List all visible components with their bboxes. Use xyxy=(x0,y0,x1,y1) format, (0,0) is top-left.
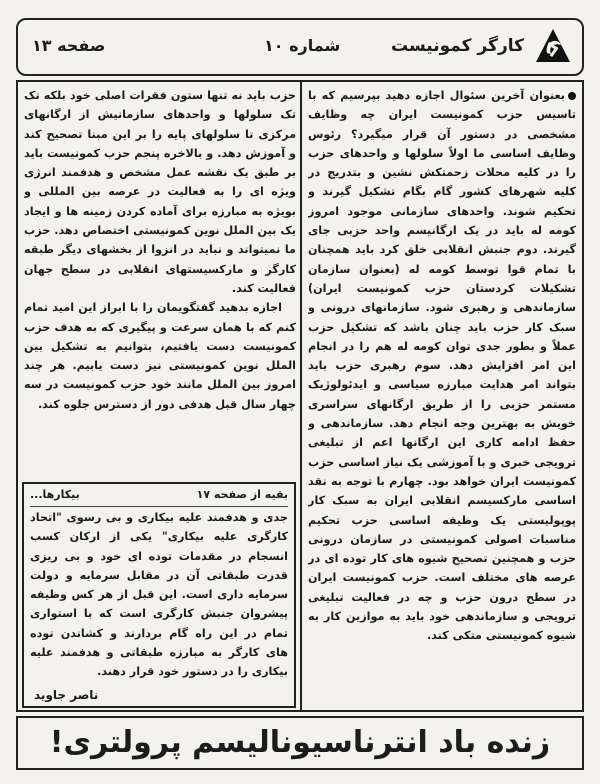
newspaper-page xyxy=(12,12,588,772)
author-name: ناصر جاوید xyxy=(34,688,99,702)
answer-paragraph: رئوس وظایف اساسی ما اولاً سلولها و واحدهای حزب را در کلیه محلات زحمتکش نشین و بتدریج در کلیه شهرهای کشور گام بگام تشکیل گیرند و تحکیم شوند. واحدهای سازمانی موجود امروز کومه له باید در یک ارگانیسم واحد حزبی جای گیرند. دوم جنبش انقلابی خلق کرد باید همچنان با تمام قوا توسط کومه له (بعنوان سازمان تشکیلات کردستان حزب کمونیست ایران) سازماندهی و رهبری شود. سازمانهای درونی و سبک کار حزب باید چنان باشد که تشکیل حزب عملاً و بطور جدی توان کومه له هم را در انجام این امر افزایش دهد. سوم رهبری حزب باید بتواند امر هدایت مبارزه سیاسی و ایدئولوژیک مستمر حزبی را از طریق ارگانهای سراسری خویش به بهترین وجه انجام دهد. سازماندهی و حفظ ادامه کاری این ارگانها اعم از تبلیغی ترویجی خبری و با آموزشی یک نیاز اساسی حزب کمونیست ایران خواهد بود. چهارم با توجه به نقد اساسی مارکسیسم انقلابی ایران به سبک کار پوپولیستی یک وظیفه اساسی حزب تحکیم مناسبات اصولی کمونیستی در سازمان درونی حزب و همچنین تصحیح شیوه های کار توده ای در عرصه های مختلف است. حزب کمونیست ایران در سطح درون حزب و چه در فعالیت تبلیغی ترویجی و سازماندهی خود باید به موازین کار به شیوه کمونیستی متکی کند. xyxy=(308,127,576,643)
continued-article-box xyxy=(22,482,296,708)
left-paragraph-2: اجازه بدهید گفتگویمان را با ابراز این امید تمام کنم که با همان سرعت و پیگیری که به هدف حزب کمونیست دست یافتیم، بتوانیم به تشکیل بین الملل نوین کمونیستی نیز دست یابیم. هر چند امروز بین الملل مانند خود حزب کمونیست در سه چهار سال قبل هدفی دور از دسترس جلوه کند. xyxy=(24,301,296,411)
hammer-sickle-icon xyxy=(532,26,574,68)
article-body xyxy=(16,80,584,712)
left-paragraph-1: حزب باید نه تنها ستون فقرات اصلی خود بلکه تک تک سلولها و واحدهای سازمانیش از ارگانهای مرکزی تا سلولهای پایه را بر این مبنا تصحیح کند و آموزش دهد. و بالاخره پنجم حزب کمونیست باید بر طبق یک نقشه عمل مشخص و هدفمند انرژی ویژه ای را به فعالیت در عرصه بین المللی و بویژه به مبارزه برای آماده کردن زمینه ها و ایجاد یک بین الملل نوین کمونیستی اختصاص دهد. حزب ما نمیتواند و نباید در انزوا از بخشهای دیگر طبقه کارگر و مارکسیستهای انقلابی در سطح جهان فعالیت کند. xyxy=(24,89,296,295)
slogan-text: زنده باد انترناسیونالیسم پرولتری! xyxy=(49,725,551,760)
newspaper-title: کارگر کمونیست xyxy=(391,36,524,56)
right-column xyxy=(308,86,576,708)
continued-title: بیکارها... xyxy=(30,488,80,501)
continued-text: جدی و هدفمند علیه بیکاری و بی رسوی "اتحاد کارگری علیه بیکاری" یکی از ارکان کسب انسجام در مقدمات توده ای خود و بی ریزی قدرت طبقاتی آن در مقابل سرمایه و دولت سرمایه داری است. این قبل از هر کس وظیفه پیشروان جنبش کارگری است که با استواری تمام در این راه گام بردارند و کشاندن توده های کارگر به مبارزه طبقاتی و هدفمند علیه بیکاری را در دستور خود قرار دهند. xyxy=(30,511,288,679)
page-number: صفحه ۱۳ xyxy=(32,36,106,55)
continued-header xyxy=(30,486,288,507)
left-column xyxy=(24,86,296,470)
slogan-banner xyxy=(16,716,584,770)
question-paragraph: بعنوان آخرین سئوال اجازه دهید بپرسیم که با تاسیس حزب کمونیست ایران چه وظایف مشخصی در دستور آن قرار میگیرد؟ xyxy=(308,89,576,141)
issue-number: شماره ۱۰ xyxy=(264,36,341,55)
bullet-icon xyxy=(568,92,576,100)
continued-reference: بقیه از صفحه ۱۷ xyxy=(196,488,288,501)
column-divider xyxy=(300,82,302,710)
page-header xyxy=(16,18,584,76)
